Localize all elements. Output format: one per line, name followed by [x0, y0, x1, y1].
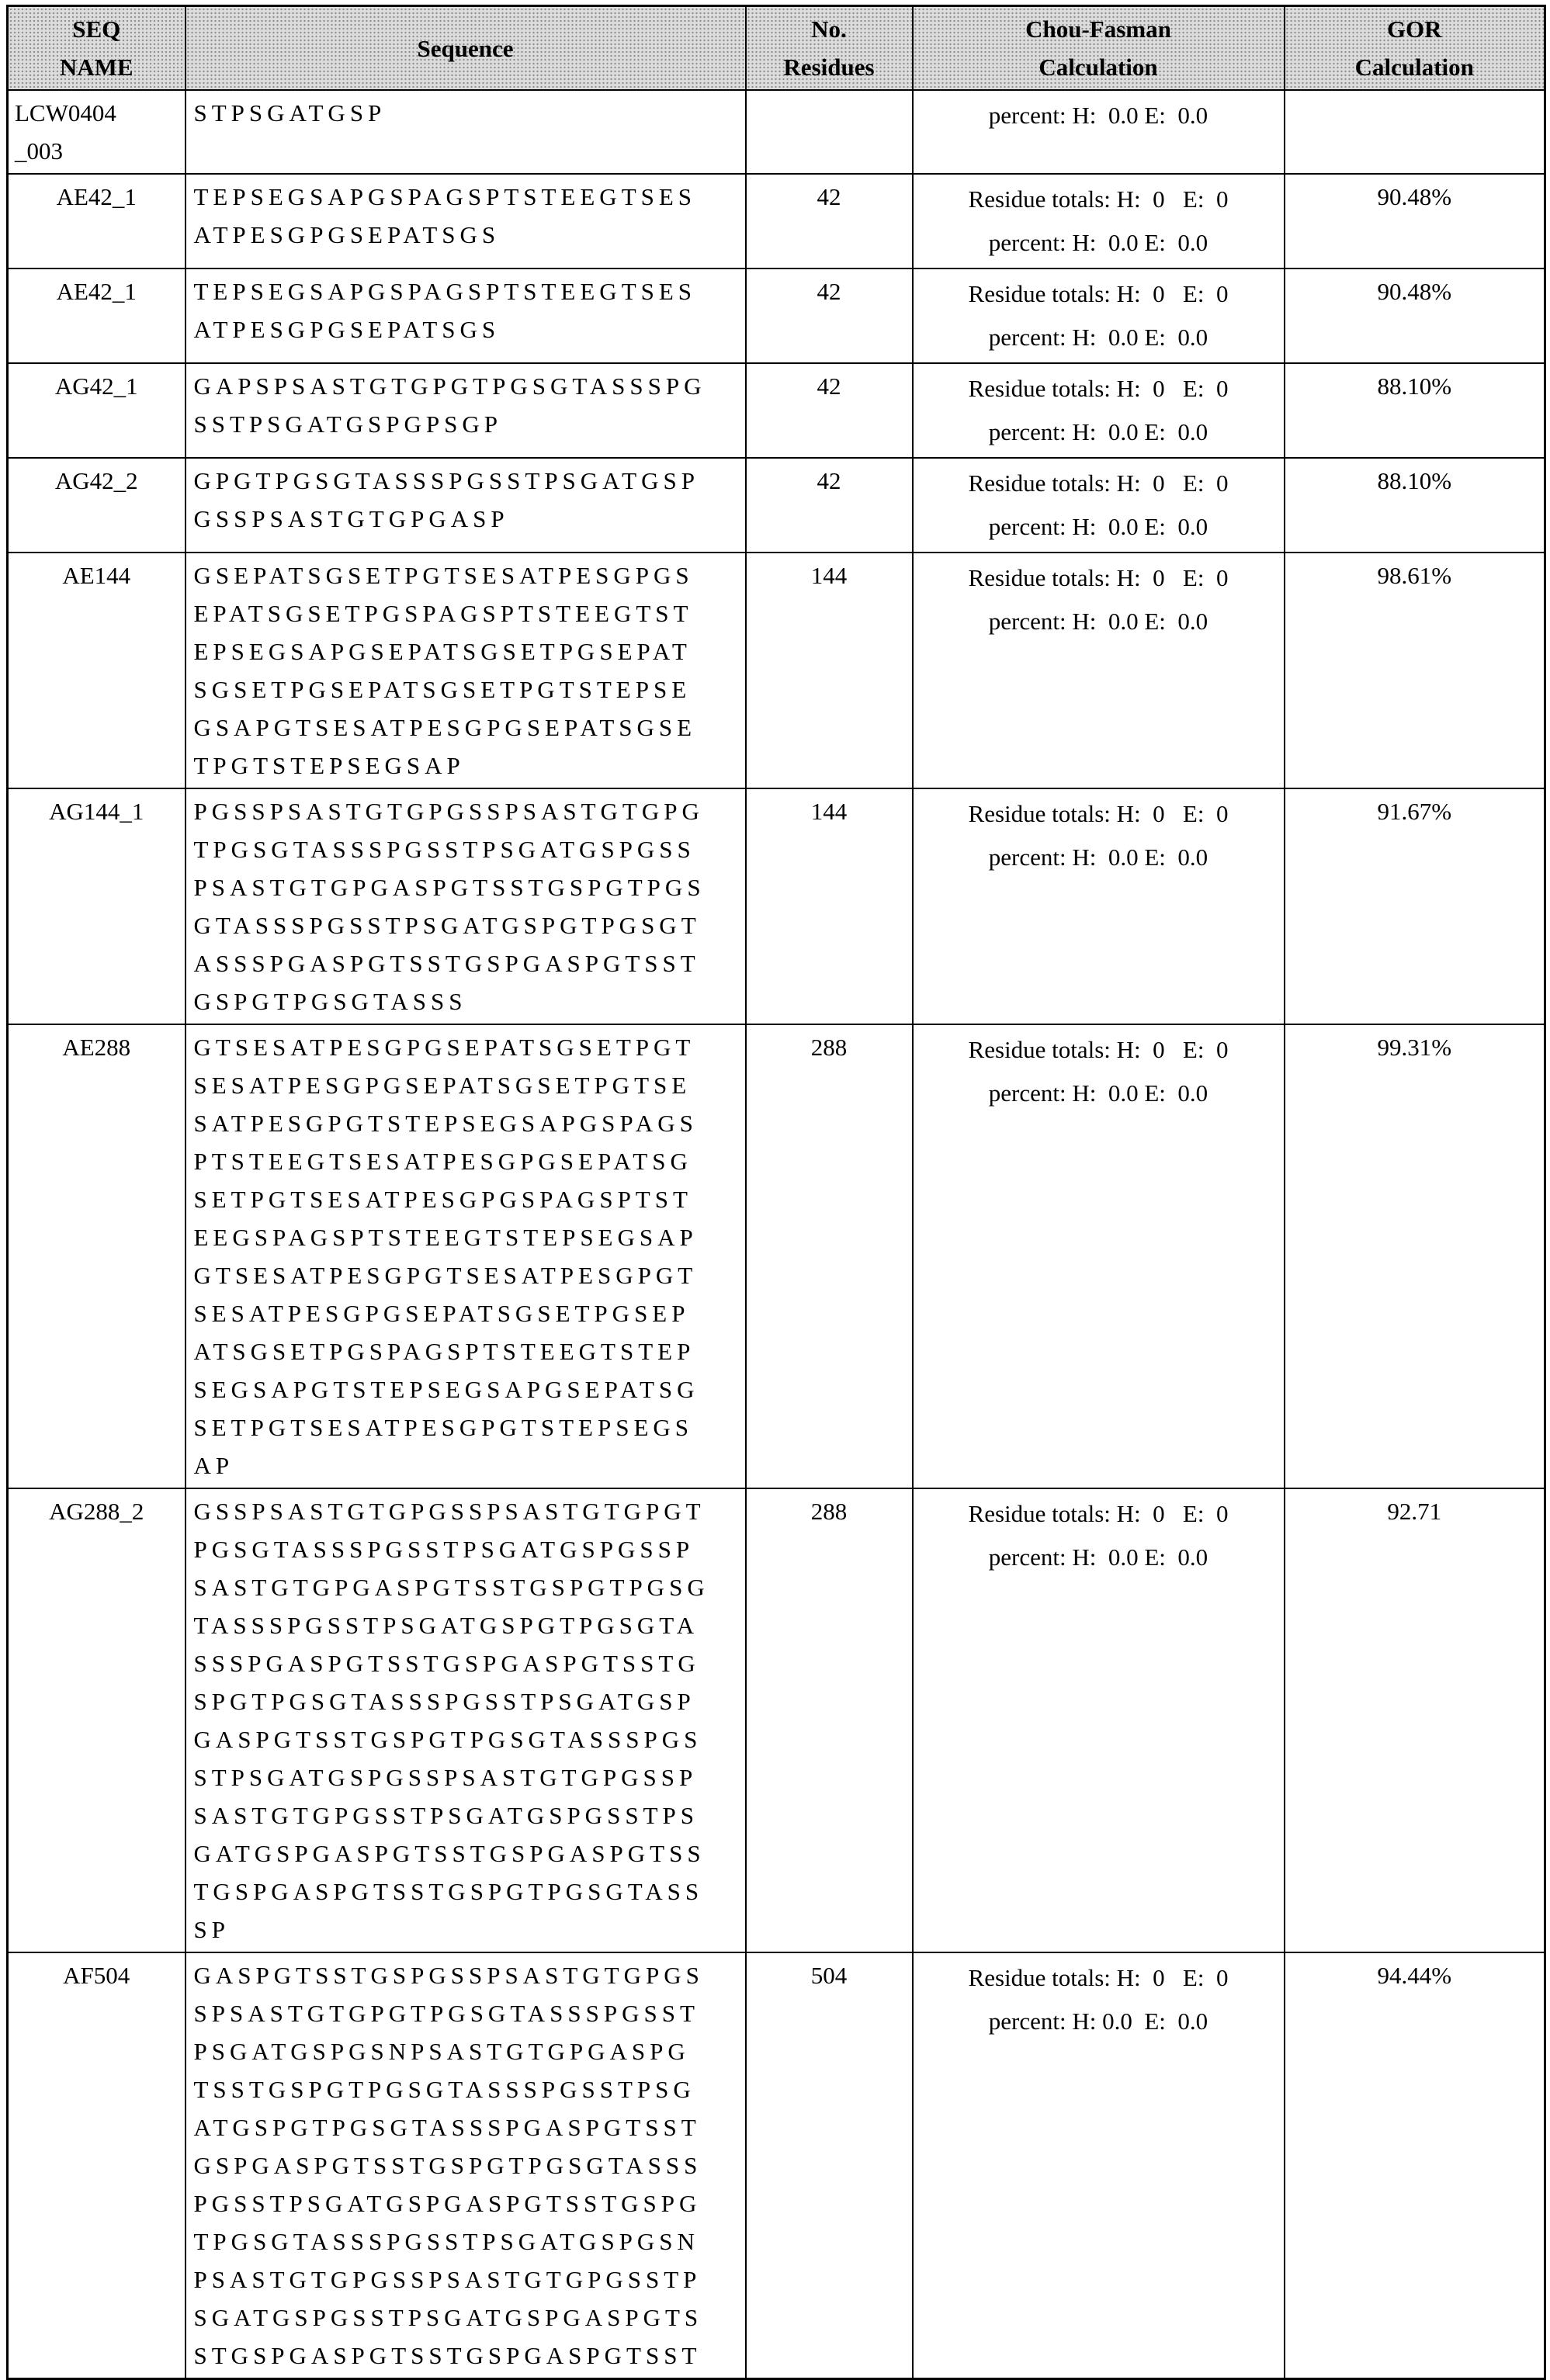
sequence-cell: STPSGATGSP [186, 90, 746, 174]
chou-fasman-cell: Residue totals: H: 0 E: 0 percent: H: 0.0 E: 0.0 [913, 553, 1285, 788]
seq-name-cell: AE42_1 [8, 268, 186, 363]
gor-cell: 90.48% [1285, 268, 1545, 363]
header-no-residues: No. Residues [746, 6, 913, 91]
gor-cell: 90.48% [1285, 174, 1545, 268]
chou-fasman-cell: Residue totals: H: 0 E: 0 percent: H: 0.0 E: 0.0 [913, 268, 1285, 363]
chou-fasman-cell: Residue totals: H: 0 E: 0 percent: H: 0.0 E: 0.0 [913, 1024, 1285, 1488]
sequence-cell: GASPGTSSTGSPGSSPSASTGTGPGS SPSASTGTGPGTPGSGTASSSPGSST PSGATGSPGSNPSASTGTGPGASPG TSSTGSPGTPGSGTASSSPGSSTPSG ATGSPGTPGSGTASSSPGASPGTSST GSPGASPGTSSTGSPGTPGSGTASSS PGSSTPSGATGSPGASPGTSSTGSPG TPGSGTASSSPGSSTPSGATGSPGSN PSASTGTGPGSSPSASTGTGPGSSTP SGATGSPGSSTPSGATGSPGASPGTS STGSPGASPGTSSTGSPGASPGTSST [186, 1952, 746, 2379]
residues-cell: 504 [746, 1952, 913, 2379]
seq-name-cell: AE144 [8, 553, 186, 788]
gor-cell: 91.67% [1285, 788, 1545, 1024]
sequence-cell: GSEPATSGSETPGTSESATPESGPGS EPATSGSETPGSPAGSPTSTEEGTST EPSEGSAPGSEPATSGSETPGSEPAT SGSETPGSEPATSGSETPGTSTEPSE GSAPGTSESATPESGPGSEPATSGSE TPGTSTEPSEGSAP [186, 553, 746, 788]
gor-cell [1285, 90, 1545, 174]
table-row [8, 363, 1545, 458]
seq-name-cell: AG42_1 [8, 363, 186, 458]
gor-cell: 94.44% [1285, 1952, 1545, 2379]
header-seq-name: SEQ NAME [8, 6, 186, 91]
table-row [8, 458, 1545, 553]
residues-cell: 144 [746, 788, 913, 1024]
chou-fasman-cell: percent: H: 0.0 E: 0.0 [913, 90, 1285, 174]
residues-cell: 288 [746, 1488, 913, 1952]
residues-cell [746, 90, 913, 174]
seq-name-cell: AG288_2 [8, 1488, 186, 1952]
table-body [8, 90, 1545, 2379]
sequence-cell: PGSSPSASTGTGPGSSPSASTGTGPG TPGSGTASSSPGSSTPSGATGSPGSS PSASTGTGPGASPGTSSTGSPGTPGS GTASSSPGSSTPSGATGSPGTPGSGT ASSSPGASPGTSSTGSPGASPGTSST GSPGTPGSGTASSS [186, 788, 746, 1024]
seq-name-cell: AG42_2 [8, 458, 186, 553]
sequence-cell: GPGTPGSGTASSSPGSSTPSGATGSP GSSPSASTGTGPGASP [186, 458, 746, 553]
table-row [8, 1952, 1545, 2379]
residues-cell: 42 [746, 458, 913, 553]
gor-cell: 92.71 [1285, 1488, 1545, 1952]
residues-cell: 144 [746, 553, 913, 788]
residues-cell: 288 [746, 1024, 913, 1488]
chou-fasman-cell: Residue totals: H: 0 E: 0 percent: H: 0.0 E: 0.0 [913, 174, 1285, 268]
residues-cell: 42 [746, 268, 913, 363]
seq-name-cell: LCW0404 _003 [8, 90, 186, 174]
table-row [8, 1488, 1545, 1952]
table-row [8, 1024, 1545, 1488]
residues-cell: 42 [746, 363, 913, 458]
sequence-cell: GSSPSASTGTGPGSSPSASTGTGPGT PGSGTASSSPGSSTPSGATGSPGSSP SASTGTGPGASPGTSSTGSPGTPGSG TASSSPGSSTPSGATGSPGTPGSGTA SSSPGASPGTSSTGSPGASPGTSSTG SPGTPGSGTASSSPGSSTPSGATGSP GASPGTSSTGSPGTPGSGTASSSPGS STPSGATGSPGSSPSASTGTGPGSSP SASTGTGPGSSTPSGATGSPGSSTPS GATGSPGASPGTSSTGSPGASPGTSS TGSPGASPGTSSTGSPGTPGSGTASS SP [186, 1488, 746, 1952]
table-row [8, 553, 1545, 788]
seq-name-cell: AF504 [8, 1952, 186, 2379]
sequence-cell: GAPSPSASTGTGPGTPGSGTASSSPG SSTPSGATGSPGPSGP [186, 363, 746, 458]
table-row [8, 788, 1545, 1024]
table-row [8, 90, 1545, 174]
sequence-cell: GTSESATPESGPGSEPATSGSETPGT SESATPESGPGSEPATSGSETPGTSE SATPESGPGTSTEPSEGSAPGSPAGS PTSTEEGTSESATPESGPGSEPATSG SETPGTSESATPESGPGSPAGSPTST EEGSPAGSPTSTEEGTSTEPSEGSAP GTSESATPESGPGTSESATPESGPGT SESATPESGPGSEPATSGSETPGSEP ATSGSETPGSPAGSPTSTEEGTSTEP SEGSAPGTSTEPSEGSAPGSEPATSG SETPGTSESATPESGPGTSTEPSEGS AP [186, 1024, 746, 1488]
seq-name-cell: AG144_1 [8, 788, 186, 1024]
table-row [8, 174, 1545, 268]
chou-fasman-cell: Residue totals: H: 0 E: 0 percent: H: 0.0 E: 0.0 [913, 788, 1285, 1024]
gor-cell: 99.31% [1285, 1024, 1545, 1488]
header-sequence: Sequence [186, 6, 746, 91]
seq-name-cell: AE288 [8, 1024, 186, 1488]
table-header [8, 6, 1545, 91]
gor-cell: 88.10% [1285, 363, 1545, 458]
table-row [8, 268, 1545, 363]
sequence-calculation-table [6, 5, 1546, 2380]
header-gor: GOR Calculation [1285, 6, 1545, 91]
chou-fasman-cell: Residue totals: H: 0 E: 0 percent: H: 0.0 E: 0.0 [913, 363, 1285, 458]
header-row [8, 6, 1545, 91]
residues-cell: 42 [746, 174, 913, 268]
sequence-cell: TEPSEGSAPGSPAGSPTSTEEGTSES ATPESGPGSEPATSGS [186, 268, 746, 363]
seq-name-cell: AE42_1 [8, 174, 186, 268]
gor-cell: 98.61% [1285, 553, 1545, 788]
chou-fasman-cell: Residue totals: H: 0 E: 0 percent: H: 0.0 E: 0.0 [913, 458, 1285, 553]
chou-fasman-cell: Residue totals: H: 0 E: 0 percent: H: 0.0 E: 0.0 [913, 1488, 1285, 1952]
chou-fasman-cell: Residue totals: H: 0 E: 0 percent: H: 0.0 E: 0.0 [913, 1952, 1285, 2379]
header-chou-fasman: Chou-Fasman Calculation [913, 6, 1285, 91]
gor-cell: 88.10% [1285, 458, 1545, 553]
sequence-cell: TEPSEGSAPGSPAGSPTSTEEGTSES ATPESGPGSEPATSGS [186, 174, 746, 268]
